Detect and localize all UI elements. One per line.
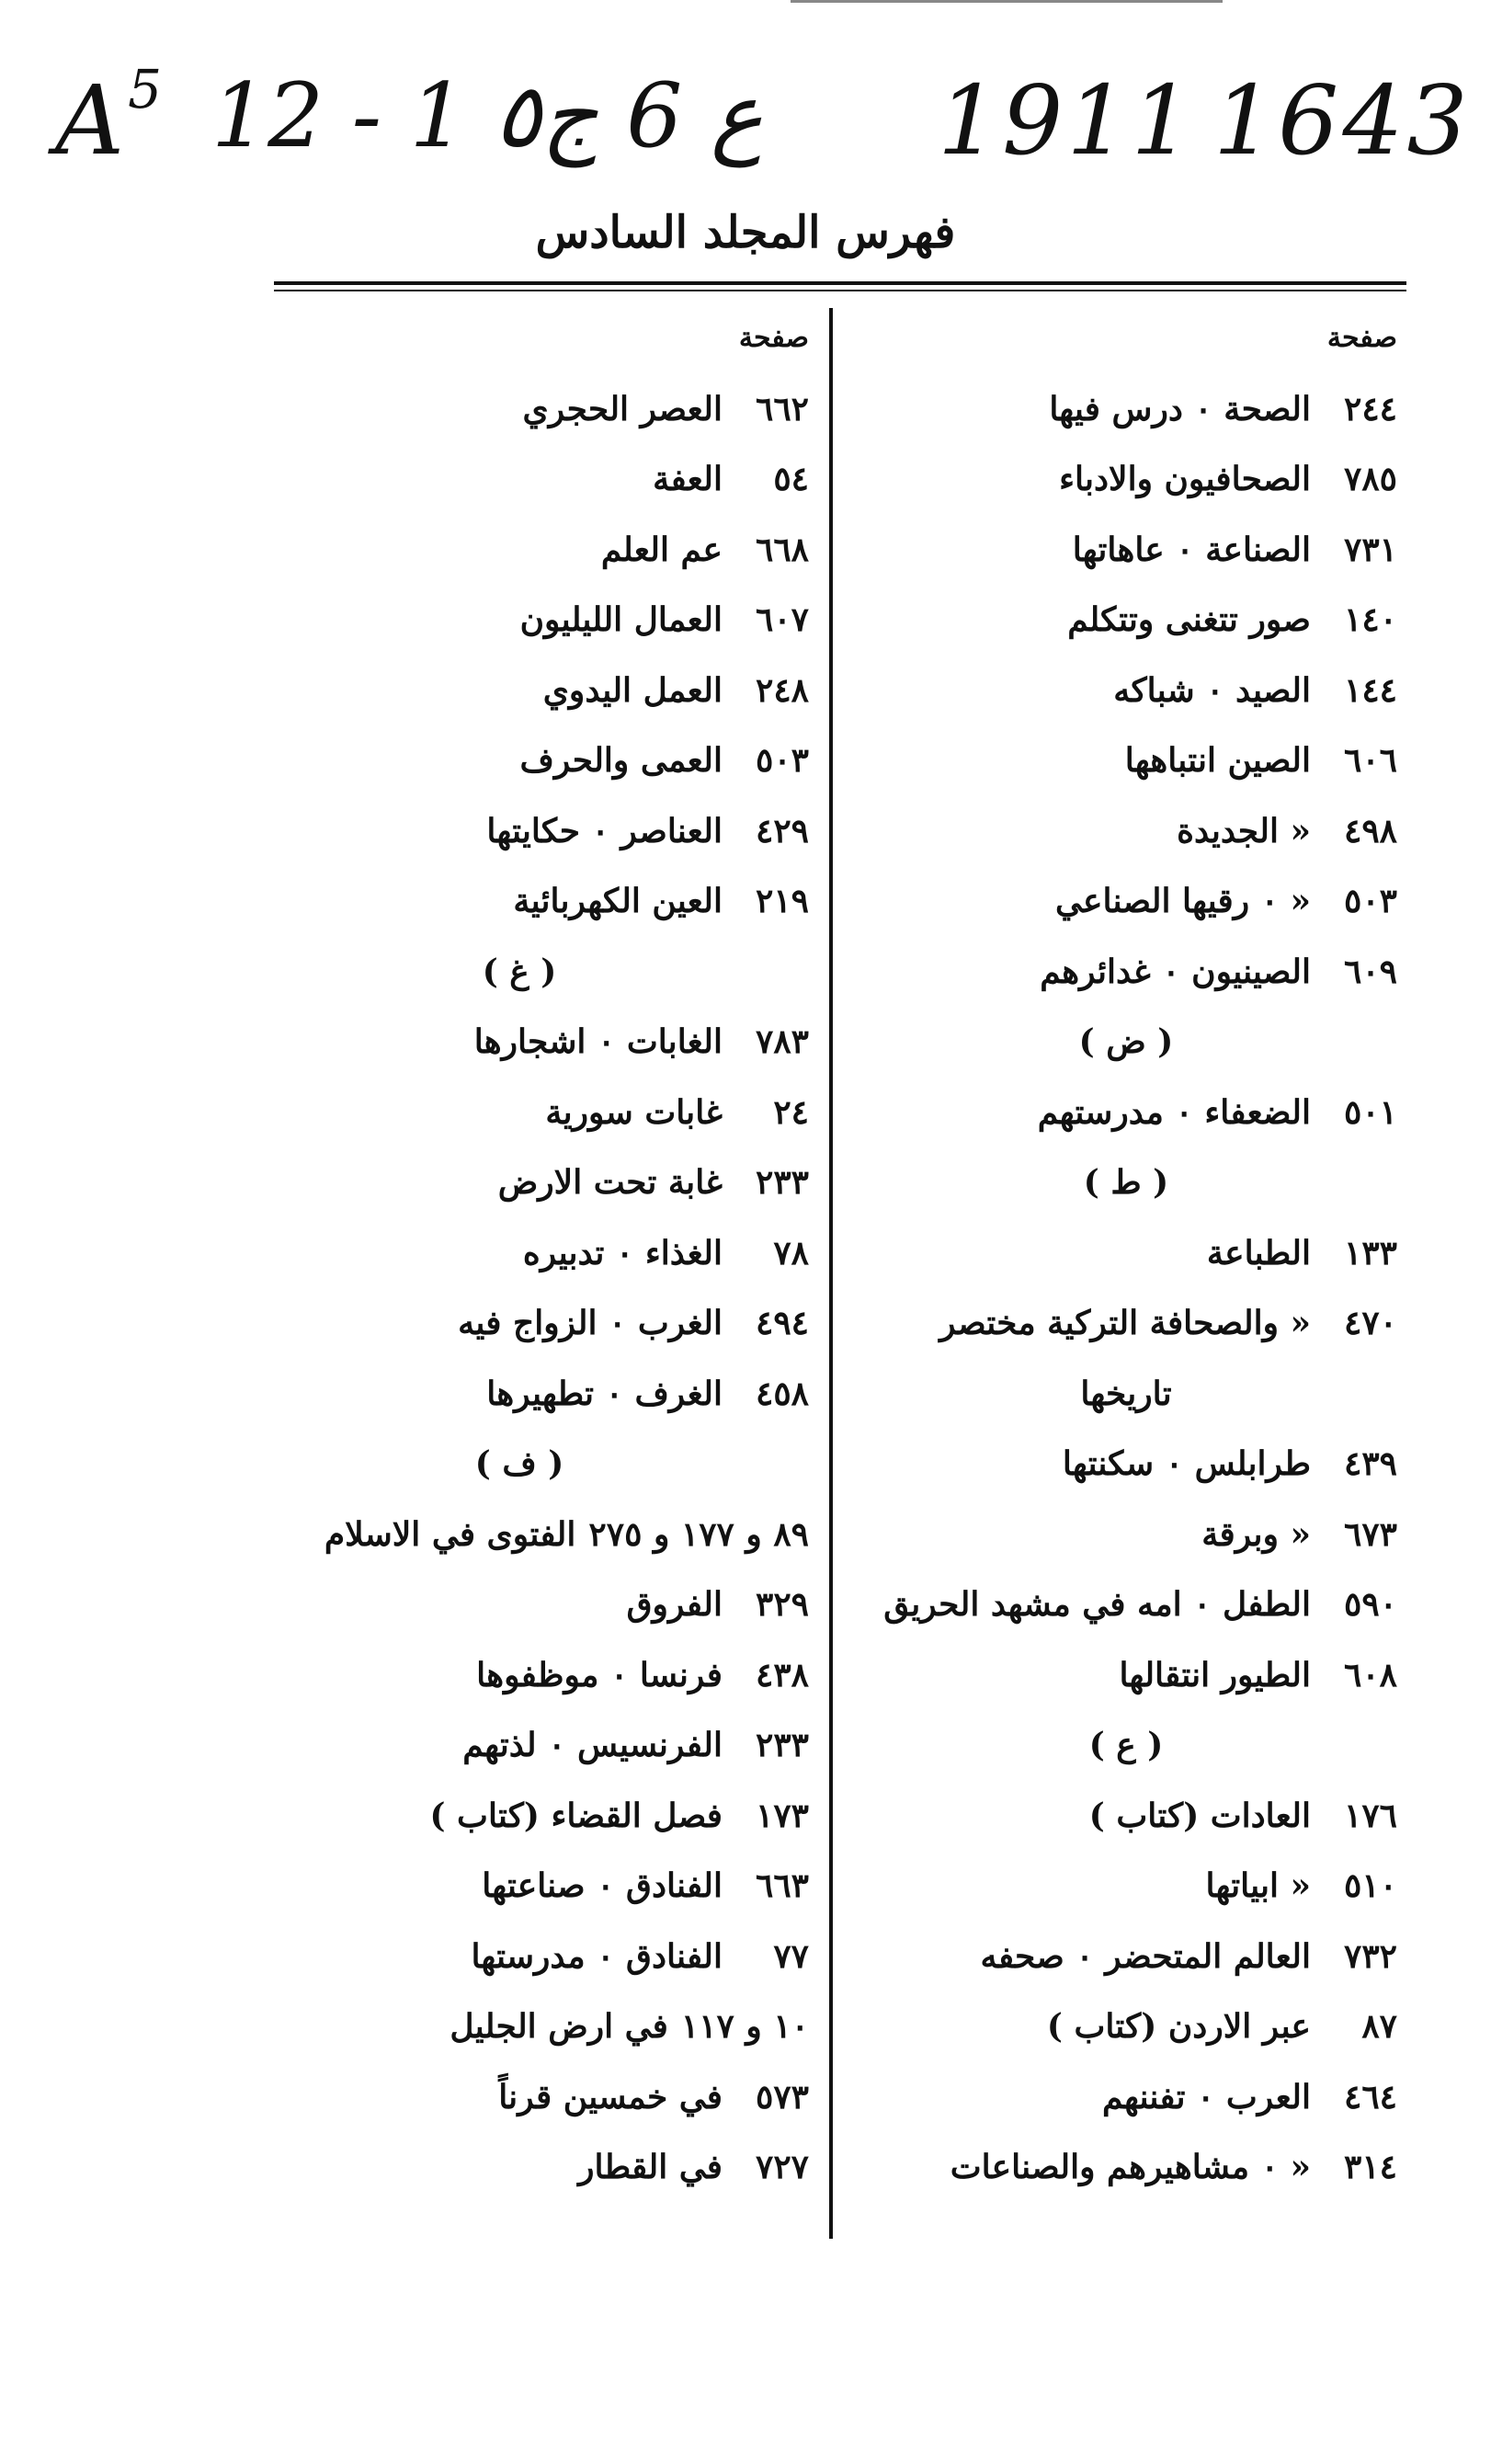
index-entry bbox=[230, 2062, 809, 2133]
entry-title: « ابياتها bbox=[1205, 1866, 1311, 1905]
entry-page-number: ٣٢٩ bbox=[755, 1585, 809, 1624]
entry-title: الفرنسيس ٠ لذتهم bbox=[462, 1726, 723, 1764]
entry-page-number: ٨٩ و ١٧٧ و ٢٧٥ bbox=[588, 1514, 809, 1554]
entry-page-number: ٥٠٣ bbox=[1343, 882, 1397, 920]
section-letter-label: ( غ ) bbox=[482, 952, 557, 991]
entry-page-number: ٢٣٣ bbox=[755, 1163, 809, 1202]
index-column-right bbox=[855, 303, 1397, 2203]
index-entry bbox=[855, 1781, 1397, 1852]
entry-title: العالم المتحضر ٠ صحفه bbox=[980, 1936, 1311, 1976]
index-entry bbox=[855, 796, 1397, 867]
entry-title: الغذاء ٠ تدبيره bbox=[522, 1233, 723, 1272]
entry-page-number: ١٣٣ bbox=[1343, 1233, 1397, 1272]
entry-title: العصر الحجري bbox=[522, 389, 723, 428]
section-letter-label: ( ط ) bbox=[1083, 1163, 1169, 1202]
entry-page-number: ٢٤ bbox=[773, 1092, 809, 1132]
entry-page-number: ٥١٠ bbox=[1343, 1866, 1397, 1905]
column-header: صفحة bbox=[738, 322, 809, 354]
entry-page-number: ٥٤ bbox=[773, 460, 809, 498]
entry-title: العرب ٠ تفننهم bbox=[1101, 2077, 1311, 2116]
handwritten-ref: $A^5$ bbox=[55, 58, 166, 177]
entry-title: في القطار bbox=[578, 2148, 723, 2186]
entry-page-number: ١٧٣ bbox=[755, 1796, 809, 1835]
entry-page-number: ٥٠١ bbox=[1343, 1092, 1397, 1132]
entry-page-number: ٦٧٣ bbox=[1343, 1514, 1397, 1554]
entry-title: العناصر ٠ حكايتها bbox=[486, 811, 723, 850]
index-entry bbox=[230, 725, 809, 796]
section-letter bbox=[855, 1007, 1397, 1078]
index-entry bbox=[855, 374, 1397, 445]
entry-page-number: ٧٨٥ bbox=[1343, 460, 1397, 498]
entry-page-number: ٢٣٣ bbox=[755, 1726, 809, 1764]
entry-page-number: ٦٠٦ bbox=[1343, 741, 1397, 780]
entry-page-number: ٢٤٨ bbox=[755, 670, 809, 710]
handwritten-code: 12 - 1 ع 6 ج٥ bbox=[211, 64, 764, 167]
entry-title: العادات (كتاب ) bbox=[1088, 1796, 1311, 1835]
entry-title: « ٠ مشاهيرهم والصناعات bbox=[950, 2148, 1311, 2186]
index-entry bbox=[855, 515, 1397, 586]
column-divider bbox=[829, 308, 833, 2239]
entry-title: العمى والحرف bbox=[519, 741, 723, 780]
entry-page-number: ١٤٠ bbox=[1343, 600, 1397, 639]
handwritten-number: 1643 bbox=[1213, 64, 1472, 177]
entry-title: الفروق bbox=[626, 1585, 723, 1624]
entry-page-number: ٦٠٧ bbox=[755, 600, 809, 639]
entry-title: طرابلس ٠ سكنتها bbox=[1062, 1444, 1311, 1483]
index-entry bbox=[230, 1147, 809, 1218]
index-entry bbox=[855, 656, 1397, 726]
entry-page-number: ٧٣٢ bbox=[1343, 1936, 1397, 1976]
entry-page-number: ٦٠٩ bbox=[1343, 952, 1397, 991]
index-entry bbox=[230, 1288, 809, 1359]
entry-title: غابة تحت الارض bbox=[497, 1163, 723, 1202]
index-entry bbox=[230, 1078, 809, 1148]
entry-page-number: ١٧٦ bbox=[1343, 1796, 1397, 1835]
entry-title: العمل اليدوي bbox=[542, 670, 723, 710]
entry-page-number: ١٠ و ١١٧ bbox=[680, 2007, 809, 2046]
section-letter bbox=[855, 1147, 1397, 1218]
entry-page-number: ٥٠٣ bbox=[755, 741, 809, 780]
entry-page-number: ٤٢٩ bbox=[755, 811, 809, 850]
index-entry bbox=[855, 725, 1397, 796]
index-entry bbox=[230, 444, 809, 515]
index-entry bbox=[855, 1640, 1397, 1711]
entry-title: الفتوى في الاسلام bbox=[324, 1514, 576, 1554]
index-entry bbox=[855, 1078, 1397, 1148]
entry-title: العين الكهربائية bbox=[513, 882, 723, 920]
entry-title: فصل القضاء (كتاب ) bbox=[429, 1796, 723, 1835]
index-entry bbox=[230, 1991, 809, 2062]
index-entry bbox=[855, 1218, 1397, 1289]
entry-page-number: ٦٠٨ bbox=[1343, 1655, 1397, 1694]
index-entry bbox=[230, 866, 809, 937]
index-entry bbox=[855, 1500, 1397, 1570]
section-letter-label: ( ض ) bbox=[1078, 1022, 1174, 1061]
entry-title: الفنادق ٠ مدرستها bbox=[471, 1936, 723, 1976]
entry-title: الفنادق ٠ صناعتها bbox=[482, 1866, 723, 1905]
section-letter bbox=[230, 937, 809, 1008]
entry-page-number: ١٤٤ bbox=[1343, 670, 1397, 710]
index-entry bbox=[855, 2062, 1397, 2133]
entry-title: الصحافيون والادباء bbox=[1059, 460, 1311, 498]
handwritten-year: 1911 bbox=[938, 64, 1196, 177]
section-letter bbox=[855, 1359, 1397, 1430]
entry-page-number: ٤٧٠ bbox=[1343, 1304, 1397, 1342]
entry-page-number: ٦٦٣ bbox=[755, 1866, 809, 1905]
entry-title: الطيور انتقالها bbox=[1119, 1655, 1311, 1694]
entry-title: الصحة ٠ درس فيها bbox=[1049, 389, 1311, 428]
page-title: فهرس المجلد السادس bbox=[535, 207, 956, 258]
index-entry bbox=[230, 1640, 809, 1711]
entry-page-number: ٦٦٨ bbox=[755, 530, 809, 569]
section-letter bbox=[230, 1429, 809, 1500]
entry-page-number: ٧٢٧ bbox=[755, 2148, 809, 2186]
entry-title: الصينيون ٠ غدائرهم bbox=[1040, 952, 1311, 991]
index-entry bbox=[230, 2132, 809, 2203]
index-entry bbox=[230, 1851, 809, 1922]
index-entry bbox=[230, 1218, 809, 1289]
index-entry bbox=[855, 1569, 1397, 1640]
entry-page-number: ٧٨ bbox=[773, 1233, 809, 1272]
index-entry bbox=[855, 1991, 1397, 2062]
index-entry bbox=[230, 1922, 809, 1992]
entry-page-number: ٧٨٣ bbox=[755, 1022, 809, 1061]
index-entry bbox=[855, 1922, 1397, 1992]
entry-page-number: ٧٣١ bbox=[1343, 530, 1397, 569]
entry-title: الصيد ٠ شباكه bbox=[1113, 670, 1311, 710]
entry-title: الغرف ٠ تطهيرها bbox=[486, 1374, 723, 1413]
entry-title: الطفل ٠ امه في مشهد الحريق bbox=[883, 1585, 1311, 1624]
entry-title: صور تتغنى وتتكلم bbox=[1067, 600, 1311, 639]
index-entry bbox=[855, 444, 1397, 515]
section-letter-label: ( ع ) bbox=[1088, 1726, 1164, 1764]
entry-title: في خمسين قرناً bbox=[498, 2077, 723, 2116]
entry-title: عم العلم bbox=[600, 530, 723, 569]
section-letter bbox=[855, 1710, 1397, 1781]
index-entry bbox=[230, 585, 809, 656]
entry-page-number: ٤٩٨ bbox=[1343, 811, 1397, 850]
entry-title: عبر الاردن (كتاب ) bbox=[1046, 2007, 1311, 2046]
entry-title: الصين انتباهها bbox=[1124, 741, 1311, 780]
index-entry bbox=[230, 515, 809, 586]
entry-title: في ارض الجليل bbox=[450, 2007, 668, 2046]
section-letter-label: تاريخها bbox=[1080, 1374, 1172, 1413]
index-entry bbox=[855, 2132, 1397, 2203]
index-entry bbox=[230, 1359, 809, 1430]
section-letter-label: ( ف ) bbox=[474, 1444, 564, 1483]
index-entry bbox=[230, 374, 809, 445]
index-entry bbox=[230, 656, 809, 726]
index-entry bbox=[855, 866, 1397, 937]
title-rule-thick bbox=[274, 281, 1406, 285]
index-entry bbox=[855, 1288, 1397, 1359]
entry-page-number: ٥٩٠ bbox=[1343, 1585, 1397, 1624]
scan-edge-line bbox=[791, 0, 1223, 3]
index-entry bbox=[230, 1569, 809, 1640]
index-entry bbox=[855, 937, 1397, 1008]
index-entry bbox=[230, 1500, 809, 1570]
entry-title: « وبرقة bbox=[1201, 1514, 1311, 1554]
entry-page-number: ٧٧ bbox=[773, 1936, 809, 1976]
entry-title: « والصحافة التركية مختصر bbox=[939, 1304, 1311, 1342]
index-column-left bbox=[230, 303, 809, 2203]
entry-title: الغرب ٠ الزواج فيه bbox=[458, 1304, 723, 1342]
index-entry bbox=[855, 1429, 1397, 1500]
entry-title: الغابات ٠ اشجارها bbox=[473, 1022, 723, 1061]
entry-title: فرنسا ٠ موظفوها bbox=[476, 1655, 723, 1694]
entry-page-number: ٣١٤ bbox=[1343, 2148, 1397, 2186]
entry-title: العمال الليليون bbox=[519, 600, 723, 639]
entry-title: الصناعة ٠ عاهاتها bbox=[1072, 530, 1311, 569]
index-entry bbox=[230, 1710, 809, 1781]
entry-page-number: ٤٦٤ bbox=[1343, 2077, 1397, 2116]
entry-page-number: ٢١٩ bbox=[755, 882, 809, 920]
index-entry bbox=[855, 585, 1397, 656]
entry-title: غابات سورية bbox=[545, 1092, 723, 1132]
title-rule-thin bbox=[274, 290, 1406, 291]
entry-page-number: ٦٦٢ bbox=[755, 389, 809, 428]
entry-title: الطباعة bbox=[1206, 1233, 1311, 1272]
entry-page-number: ٢٤٤ bbox=[1343, 389, 1397, 428]
index-entry bbox=[230, 1781, 809, 1852]
column-header: صفحة bbox=[1326, 322, 1397, 354]
entry-title: « الجديدة bbox=[1177, 811, 1311, 850]
handwritten-annotation bbox=[55, 58, 1472, 202]
index-entry bbox=[230, 1007, 809, 1078]
entry-page-number: ٤٥٨ bbox=[755, 1374, 809, 1413]
index-entry bbox=[855, 1851, 1397, 1922]
entry-page-number: ٥٧٣ bbox=[755, 2077, 809, 2116]
entry-title: العفة bbox=[653, 460, 723, 498]
entry-page-number: ٤٣٩ bbox=[1343, 1444, 1397, 1483]
entry-page-number: ٤٩٤ bbox=[755, 1304, 809, 1342]
index-entry bbox=[230, 796, 809, 867]
entry-title: الضعفاء ٠ مدرستهم bbox=[1037, 1092, 1311, 1132]
entry-title: « ٠ رقيها الصناعي bbox=[1055, 882, 1311, 920]
entry-page-number: ٨٧ bbox=[1361, 2007, 1397, 2046]
entry-page-number: ٤٣٨ bbox=[755, 1655, 809, 1694]
